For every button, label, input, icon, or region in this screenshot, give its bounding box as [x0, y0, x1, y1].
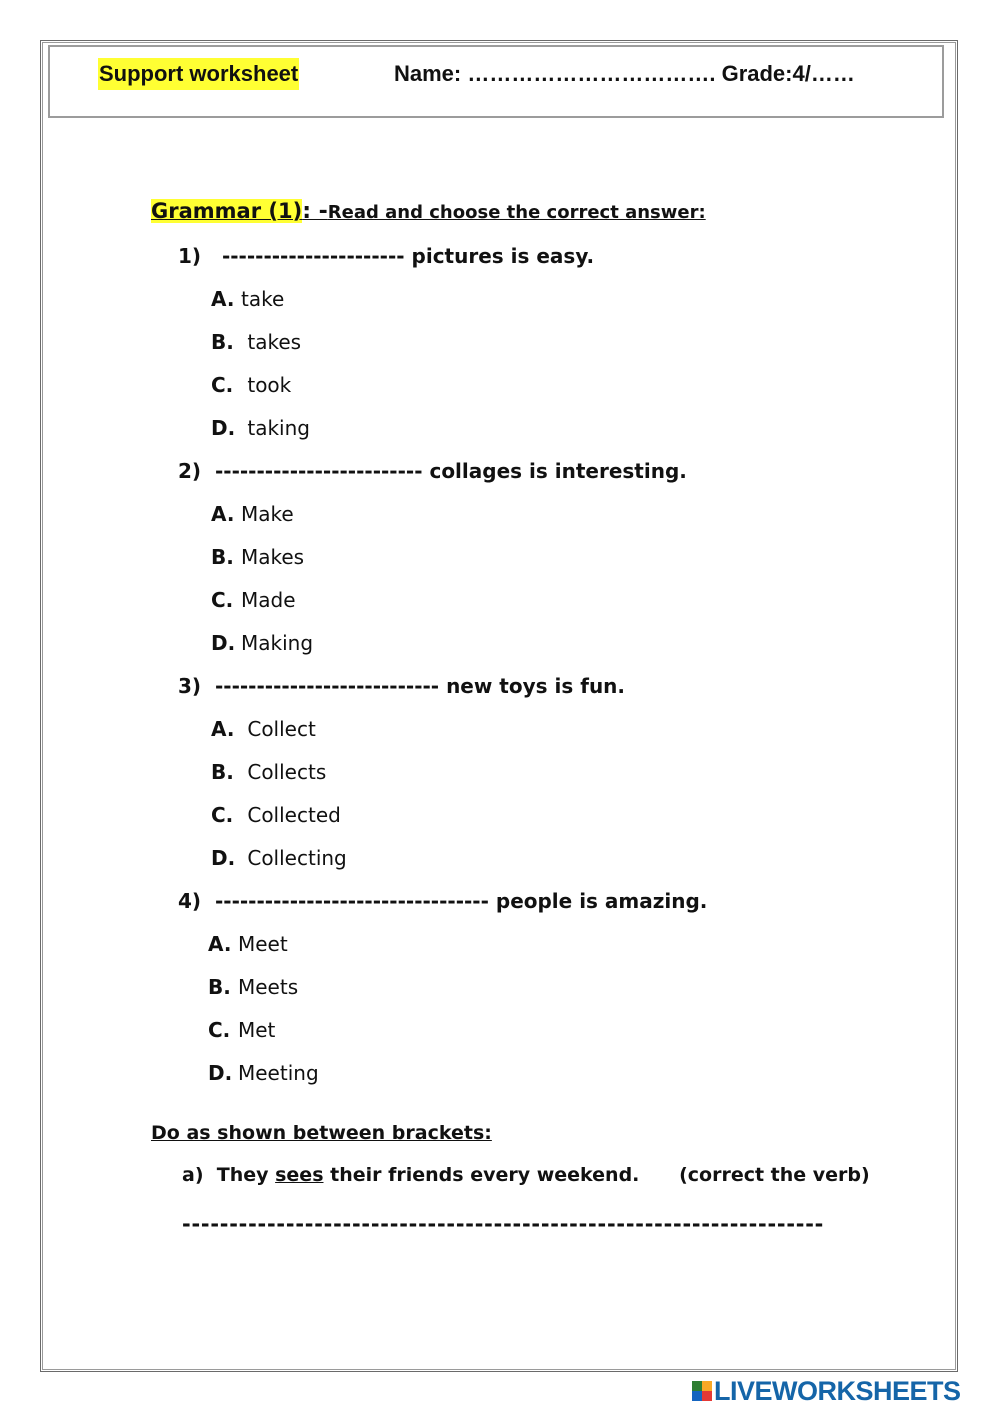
- question-2: 2) ------------------------- collages is interesting.: [178, 459, 687, 483]
- option-letter: D.: [211, 416, 236, 440]
- option-text: Collects: [241, 760, 327, 784]
- option-letter: B.: [211, 330, 234, 354]
- do-as-shown-heading: Do as shown between brackets:: [151, 1122, 492, 1144]
- option-letter: B.: [211, 760, 234, 784]
- q2-option-d[interactable]: [211, 631, 313, 655]
- answer-line[interactable]: --------------------------------------------------------------------: [180, 1212, 823, 1236]
- q3-option-d[interactable]: [211, 846, 347, 870]
- logo-square-3: [692, 1391, 702, 1401]
- option-letter: B.: [208, 975, 231, 999]
- q1-option-d[interactable]: [211, 416, 310, 440]
- logo-square-2: [702, 1381, 712, 1391]
- q4-option-b[interactable]: [208, 975, 298, 999]
- option-text: took: [241, 373, 292, 397]
- option-letter: D.: [211, 631, 236, 655]
- option-text: Made: [241, 588, 296, 612]
- q2-option-a[interactable]: [211, 502, 294, 526]
- grammar-instruction: Read and choose the correct answer:: [327, 202, 706, 223]
- question-3: 3) --------------------------- new toys is fun.: [178, 674, 626, 698]
- item-a-suffix: their friends every weekend. (correct the verb): [323, 1164, 870, 1186]
- option-text: Make: [241, 502, 294, 526]
- q2-option-b[interactable]: [211, 545, 304, 569]
- q1-option-b[interactable]: [211, 330, 301, 354]
- option-text: Collect: [241, 717, 316, 741]
- q2-option-c[interactable]: [211, 588, 296, 612]
- option-letter: A.: [211, 717, 235, 741]
- option-letter: A.: [208, 932, 232, 956]
- option-letter: C.: [211, 588, 234, 612]
- option-text: Making: [241, 631, 314, 655]
- q3-option-a[interactable]: [211, 717, 316, 741]
- q3-option-c[interactable]: [211, 803, 341, 827]
- option-text: taking: [241, 416, 310, 440]
- option-letter: D.: [211, 846, 236, 870]
- option-letter: A.: [211, 287, 235, 311]
- question-1: 1) ---------------------- pictures is easy.: [178, 244, 595, 268]
- q4-option-c[interactable]: [208, 1018, 275, 1042]
- option-text: takes: [241, 330, 302, 354]
- logo-square-1: [692, 1381, 702, 1391]
- liveworksheets-logo-icon: [692, 1381, 712, 1401]
- q1-option-a[interactable]: [211, 287, 284, 311]
- item-a-sentence: [182, 1164, 870, 1186]
- option-text: Meeting: [238, 1061, 319, 1085]
- question-4: 4) --------------------------------- people is amazing.: [178, 889, 708, 913]
- option-text: Meet: [238, 932, 288, 956]
- option-letter: C.: [211, 373, 234, 397]
- grammar-heading-label: Grammar (1): [151, 199, 303, 223]
- liveworksheets-logo[interactable]: [692, 1376, 961, 1406]
- q1-option-c[interactable]: [211, 373, 291, 397]
- option-letter: D.: [208, 1061, 233, 1085]
- option-text: take: [241, 287, 285, 311]
- option-text: Collected: [241, 803, 341, 827]
- option-letter: C.: [208, 1018, 231, 1042]
- option-text: Collecting: [241, 846, 347, 870]
- option-letter: A.: [211, 502, 235, 526]
- name-grade-line: Name: ……………………………. Grade:4/……: [394, 61, 855, 86]
- worksheet-title: Support worksheet: [98, 58, 299, 90]
- option-letter: B.: [211, 545, 234, 569]
- option-text: Meets: [238, 975, 299, 999]
- grammar-heading-separator: : -: [302, 199, 328, 224]
- item-a-underlined-verb: sees: [275, 1164, 324, 1186]
- q4-option-a[interactable]: [208, 932, 288, 956]
- option-letter: C.: [211, 803, 234, 827]
- item-a-prefix: a) They: [182, 1164, 276, 1186]
- option-text: Met: [238, 1018, 276, 1042]
- logo-square-4: [702, 1391, 712, 1401]
- liveworksheets-logo-text: LIVEWORKSHEETS: [714, 1375, 961, 1406]
- q4-option-d[interactable]: [208, 1061, 319, 1085]
- q3-option-b[interactable]: [211, 760, 326, 784]
- option-text: Makes: [241, 545, 305, 569]
- grammar-heading: [151, 194, 706, 230]
